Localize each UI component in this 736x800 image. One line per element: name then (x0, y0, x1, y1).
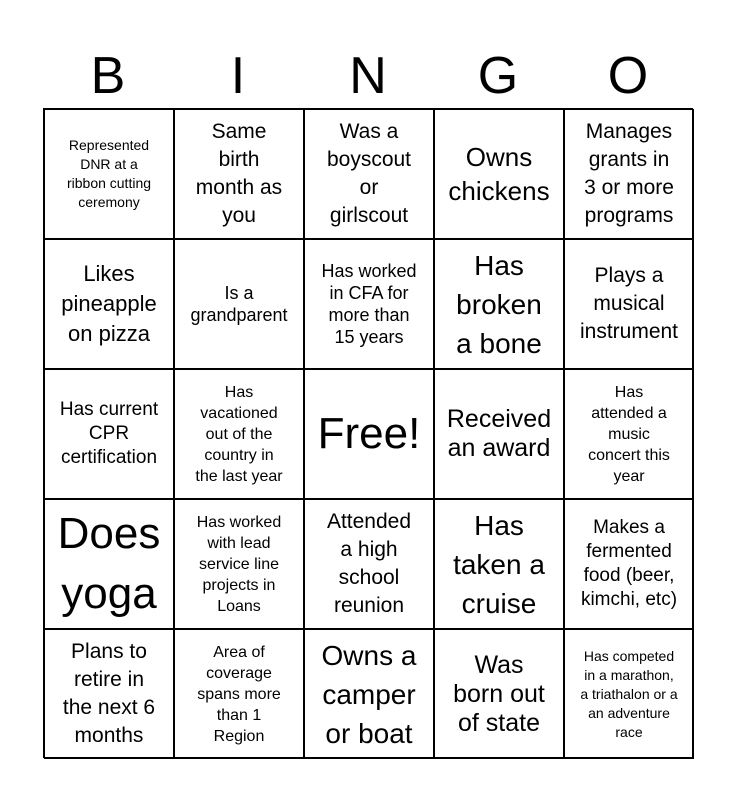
header-letter-g: G (477, 47, 519, 105)
bingo-cell-r1c5: Manages grants in 3 or more programs (564, 109, 694, 239)
bingo-cell-r2c3: Has worked in CFA for more than 15 years (304, 239, 434, 369)
header-letter-b: B (90, 47, 126, 105)
header-letter-n: N (349, 47, 387, 105)
bingo-cell-r4c4: Has taken a cruise (434, 499, 564, 629)
header-letter-o: O (607, 47, 649, 105)
bingo-cell-r1c3: Was a boyscout or girlscout (304, 109, 434, 239)
bingo-cell-r3c5: Has attended a music concert this year (564, 369, 694, 499)
bingo-cell-r1c1: Represented DNR at a ribbon cutting ceremony (44, 109, 174, 239)
bingo-cell-r3c4: Received an award (434, 369, 564, 499)
bingo-cell-r5c5: Has competed in a marathon, a triathalon or a an adventure race (564, 629, 694, 759)
bingo-cell-r4c5: Makes a fermented food (beer, kimchi, etc) (564, 499, 694, 629)
bingo-cell-r5c1: Plans to retire in the next 6 months (44, 629, 174, 759)
bingo-header (43, 44, 693, 108)
bingo-cell-r2c2: Is a grandparent (174, 239, 304, 369)
bingo-cell-r4c1: Does yoga (44, 499, 174, 629)
bingo-cell-r2c1: Likes pineapple on pizza (44, 239, 174, 369)
bingo-cell-r2c4: Has broken a bone (434, 239, 564, 369)
bingo-cell-free: Free! (304, 369, 434, 499)
bingo-cell-r1c2: Same birth month as you (174, 109, 304, 239)
bingo-cell-r5c4: Was born out of state (434, 629, 564, 759)
bingo-board (43, 108, 693, 758)
bingo-cell-r3c1: Has current CPR certification (44, 369, 174, 499)
bingo-cell-r5c2: Area of coverage spans more than 1 Region (174, 629, 304, 759)
bingo-cell-r5c3: Owns a camper or boat (304, 629, 434, 759)
bingo-cell-r4c3: Attended a high school reunion (304, 499, 434, 629)
bingo-cell-r4c2: Has worked with lead service line projects in Loans (174, 499, 304, 629)
header-letter-i: I (230, 47, 246, 105)
bingo-cell-r2c5: Plays a musical instrument (564, 239, 694, 369)
bingo-cell-r3c2: Has vacationed out of the country in the last year (174, 369, 304, 499)
bingo-cell-r1c4: Owns chickens (434, 109, 564, 239)
